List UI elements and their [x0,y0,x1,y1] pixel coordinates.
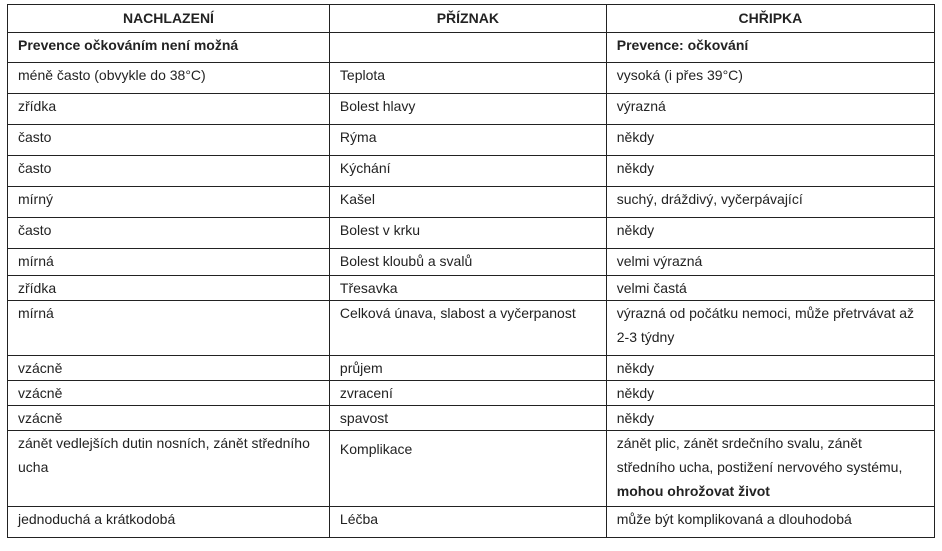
cell-cold: vzácně [8,356,330,381]
header-symptom: PŘÍZNAK [329,5,606,33]
prevention-cold: Prevence očkováním není možná [8,33,330,63]
cell-cold: mírná [8,249,330,276]
cell-cold: často [8,218,330,249]
complications-cold: zánět vedlejších dutin nosních, zánět středního ucha [8,431,330,507]
treatment-flu: může být komplikovaná a dlouhodobá [606,507,934,538]
cell-flu: velmi výrazná [606,249,934,276]
complications-row [8,431,935,507]
header-row [8,5,935,33]
cell-cold: zřídka [8,276,330,301]
cell-symptom: Kýchání [329,156,606,187]
table-row [8,187,935,218]
cell-flu: někdy [606,406,934,431]
cell-symptom: Bolest kloubů a svalů [329,249,606,276]
cell-cold: často [8,125,330,156]
cell-symptom: Kašel [329,187,606,218]
complications-flu-text: zánět plic, zánět srdečního svalu, zánět středního ucha, postižení nervového systému, [616,435,903,475]
cell-symptom: Bolest v krku [329,218,606,249]
treatment-cold: jednoduchá a krátkodobá [8,507,330,538]
cell-symptom: spavost [329,406,606,431]
cell-symptom: zvracení [329,381,606,406]
cell-symptom: Teplota [329,63,606,94]
table-row [8,249,935,276]
cell-flu: velmi častá [606,276,934,301]
cell-symptom: Třesavka [329,276,606,301]
cell-flu: někdy [606,125,934,156]
table-row [8,276,935,301]
complications-symptom: Komplikace [329,431,606,507]
header-cold: NACHLAZENÍ [8,5,330,33]
cell-flu: někdy [606,156,934,187]
cell-symptom: Bolest hlavy [329,94,606,125]
treatment-row [8,507,935,538]
table-row [8,94,935,125]
cell-cold: vzácně [8,406,330,431]
complications-flu-warning: mohou ohrožovat život [616,483,770,499]
table-row [8,406,935,431]
cell-cold: mírná [8,301,330,356]
cell-cold: zřídka [8,94,330,125]
prevention-row [8,33,935,63]
table-row [8,63,935,94]
cell-cold: vzácně [8,381,330,406]
cell-flu: někdy [606,356,934,381]
comparison-table [7,4,935,538]
cell-flu: vysoká (i přes 39°C) [606,63,934,94]
cell-symptom: Rýma [329,125,606,156]
prevention-symptom [329,33,606,63]
table-row [8,125,935,156]
table-row [8,156,935,187]
header-flu: CHŘIPKA [606,5,934,33]
table-row [8,218,935,249]
table-row [8,356,935,381]
cell-cold: často [8,156,330,187]
table-row [8,301,935,356]
cell-cold: méně často (obvykle do 38°C) [8,63,330,94]
cell-flu: někdy [606,218,934,249]
complications-flu [606,431,934,507]
cell-flu: výrazná [606,94,934,125]
prevention-flu: Prevence: očkování [606,33,934,63]
treatment-symptom: Léčba [329,507,606,538]
cell-symptom: průjem [329,356,606,381]
cell-flu: suchý, dráždivý, vyčerpávající [606,187,934,218]
cell-cold: mírný [8,187,330,218]
cell-flu: výrazná od počátku nemoci, může přetrvávat až 2-3 týdny [606,301,934,356]
table-row [8,381,935,406]
cell-symptom: Celková únava, slabost a vyčerpanost [329,301,606,356]
cell-flu: někdy [606,381,934,406]
